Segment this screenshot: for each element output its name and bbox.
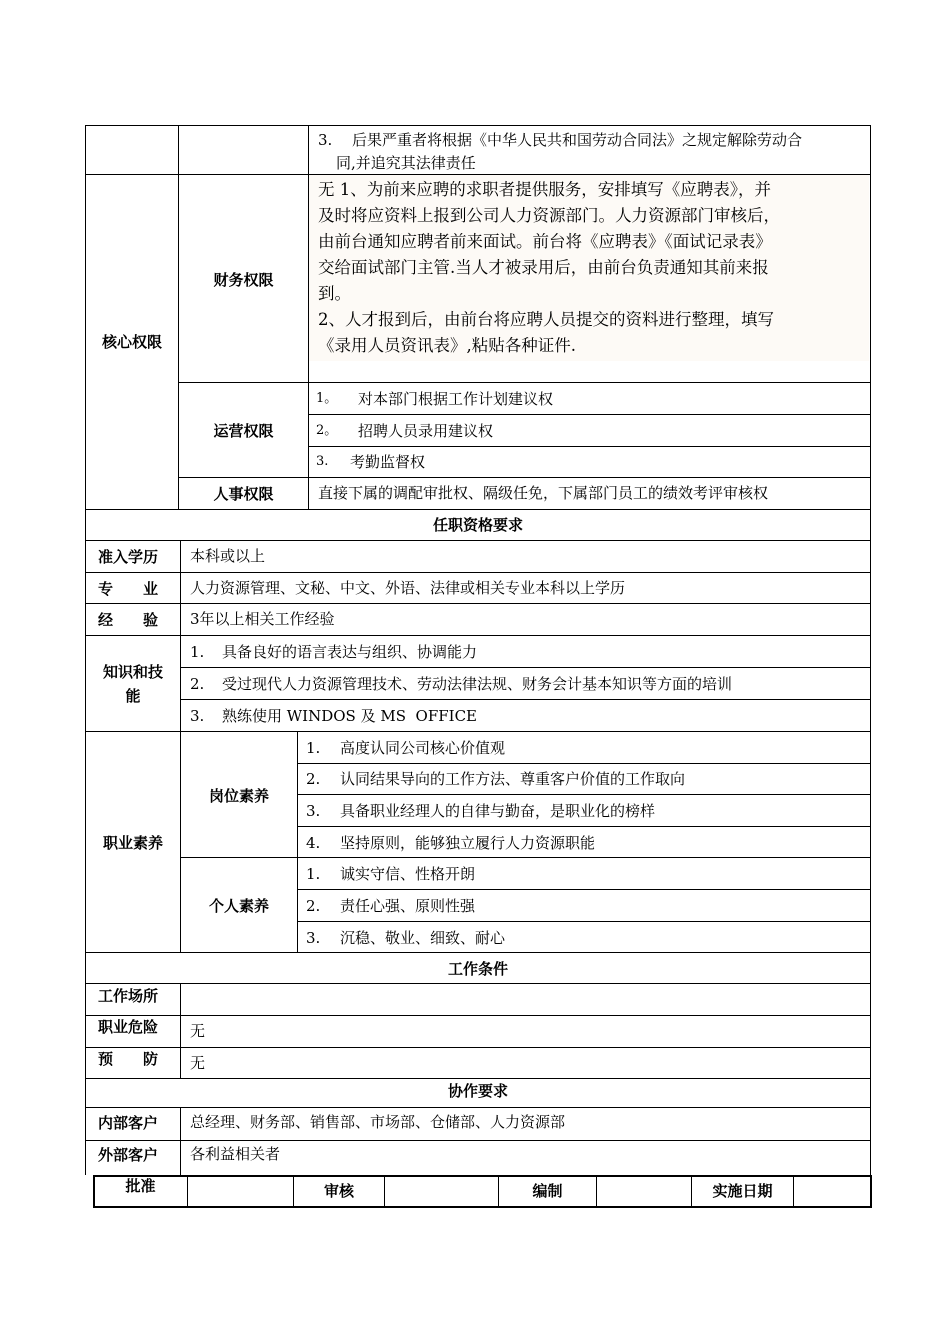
personnel-authority-label: 人事权限: [213, 485, 274, 503]
finance-line: 交给面试部门主管.当人才被录用后，由前台负责通知其前来报: [318, 258, 769, 277]
major-label: 专 业: [98, 580, 159, 598]
item-text: 对本部门根据工作计划建议权: [358, 390, 554, 408]
item-text: 高度认同公司核心价值观: [340, 739, 506, 757]
internal-customer-value: 总经理、财务部、销售部、市场部、仓储部、人力资源部: [190, 1113, 566, 1131]
item-number: 3.: [306, 802, 321, 820]
finance-line: 到。: [318, 284, 351, 303]
item-number: 2.: [190, 675, 205, 693]
item-text: 沉稳、敬业、细致、耐心: [340, 929, 506, 947]
item-text: 考勤监督权: [350, 453, 426, 471]
effective-date-label: 实施日期: [712, 1182, 773, 1200]
finance-authority-text: [309, 175, 869, 361]
item-number: 2.: [306, 897, 321, 915]
item-number: 3.: [316, 454, 329, 469]
item-text: 诚实守信、性格开朗: [340, 865, 476, 883]
item-number: 3.: [306, 929, 321, 947]
skills-label-line1: 知识和技: [102, 663, 163, 681]
item-number: 2.: [306, 770, 321, 788]
finance-line: 2、人才报到后，由前台将应聘人员提交的资料进行整理，填写: [318, 310, 774, 329]
finance-line: 及时将应资料上报到公司人力资源部门。人力资源部门审核后，: [318, 206, 780, 225]
item-text: 熟练使用 WINDOS 及 MS OFFICE: [222, 707, 478, 725]
item-text: 招聘人员录用建议权: [358, 422, 494, 440]
compile-label: 编制: [532, 1182, 563, 1200]
external-customer-label: 外部客户: [98, 1146, 159, 1164]
item-text: 责任心强、原则性强: [340, 897, 476, 915]
internal-customer-label: 内部客户: [98, 1114, 159, 1132]
item-number: 2。: [316, 423, 338, 438]
qualification-heading: 任职资格要求: [432, 516, 523, 534]
education-label: 准入学历: [98, 548, 159, 566]
item-text: 受过现代人力资源管理技术、劳动法律法规、财务会计基本知识等方面的培训: [222, 675, 733, 693]
experience-label: 经 验: [98, 611, 159, 629]
item-text: 具备职业经理人的自律与勤奋，是职业化的榜样: [340, 802, 656, 820]
review-label: 审核: [323, 1182, 354, 1200]
finance-line: 《录用人员资讯表》,粘贴各种证件.: [318, 336, 576, 355]
item-number: 1.: [306, 739, 321, 757]
item-text: 具备良好的语言表达与组织、协调能力: [222, 643, 478, 661]
item-number: 3.: [318, 131, 333, 149]
major-value: 人力资源管理、文秘、中文、外语、法律或相关专业本科以上学历: [190, 579, 626, 597]
external-customer-value: 各利益相关者: [190, 1145, 281, 1163]
prevention-value: 无: [190, 1054, 206, 1072]
finance-authority-label: 财务权限: [213, 271, 274, 289]
position-quality-label: 岗位素养: [208, 787, 269, 805]
personal-quality-label: 个人素养: [208, 897, 269, 915]
core-authority-label: 核心权限: [101, 333, 162, 351]
experience-value: 3年以上相关工作经验: [190, 610, 335, 628]
item-text-line1: 后果严重者将根据《中华人民共和国劳动合同法》之规定解除劳动合: [352, 131, 803, 149]
item-number: 4.: [306, 834, 321, 852]
finance-line: 由前台通知应聘者前来面试。前台将《应聘表》《面试记录表》: [318, 232, 772, 251]
item-number: 1。: [316, 391, 338, 406]
approve-label: 批准: [125, 1177, 156, 1195]
personnel-authority-text: 直接下属的调配审批权、隔级任免，下属部门员工的绩效考评审核权: [318, 484, 769, 502]
collaboration-heading: 协作要求: [447, 1082, 508, 1100]
item-number: 3.: [190, 707, 205, 725]
item-text: 坚持原则，能够独立履行人力资源职能: [340, 834, 596, 852]
item-number: 1.: [306, 865, 321, 883]
finance-line: 无 1、为前来应聘的求职者提供服务，安排填写《应聘表》，并: [318, 180, 771, 199]
item-number: 1.: [190, 643, 205, 661]
item-text: 认同结果导向的工作方法、尊重客户价值的工作取向: [340, 770, 686, 788]
hazard-value: 无: [190, 1022, 206, 1040]
workplace-label: 工作场所: [98, 987, 159, 1005]
operation-authority-label: 运营权限: [213, 422, 274, 440]
professional-label: 职业素养: [102, 834, 163, 852]
skills-label-line2: 能: [125, 687, 141, 705]
education-value: 本科或以上: [190, 547, 266, 565]
work-conditions-heading: 工作条件: [447, 960, 508, 978]
item-text-line2: 同,并追究其法律责任: [336, 154, 476, 172]
prevention-label: 预 防: [98, 1050, 159, 1068]
hazard-label: 职业危险: [98, 1018, 159, 1036]
